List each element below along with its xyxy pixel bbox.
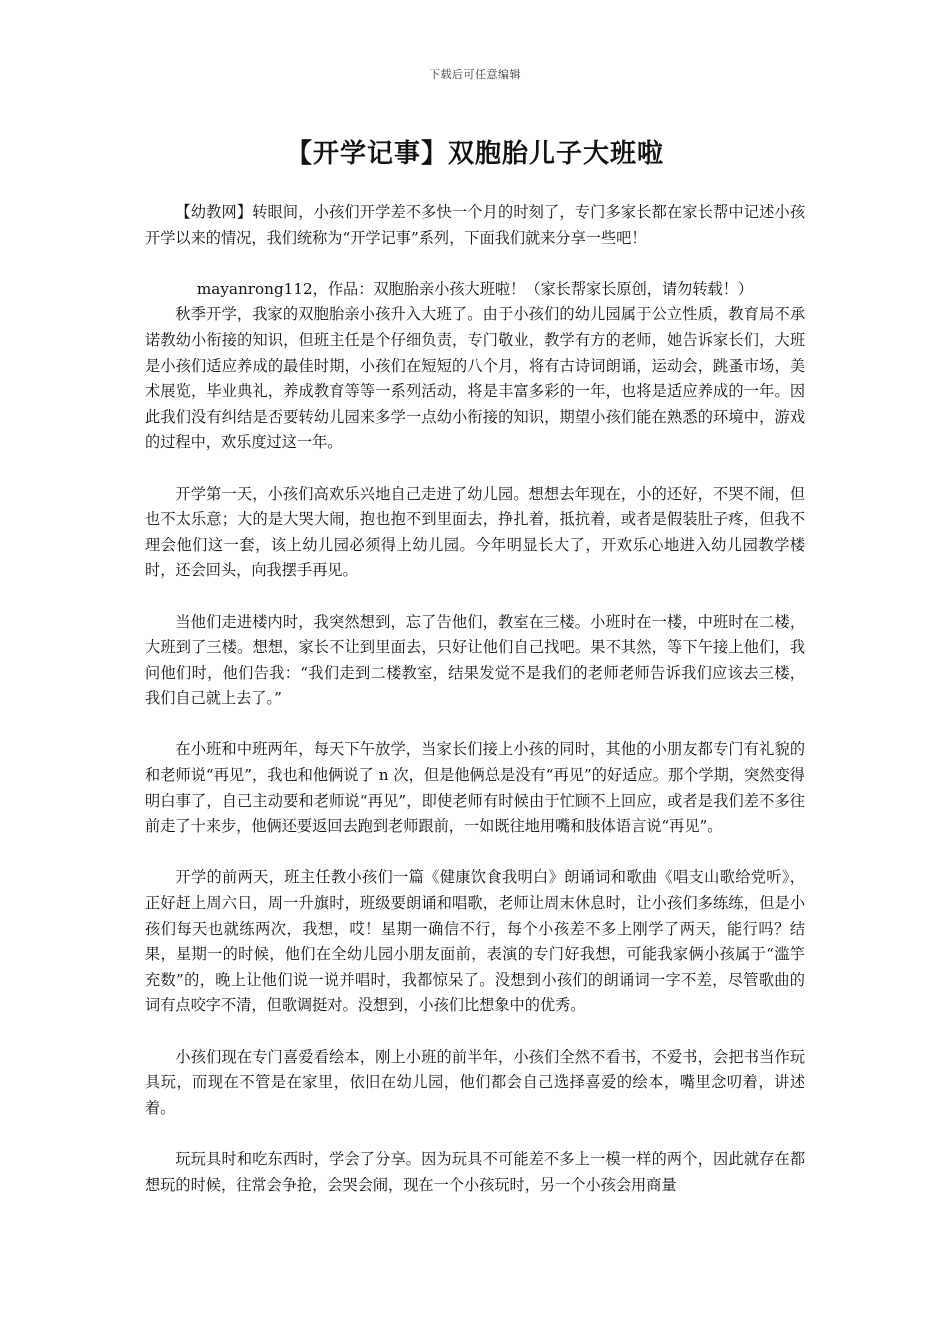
paragraph: 在小班和中班两年，每天下午放学，当家长们接上小孩的同时，其他的小朋友都专门有礼貌的和老师说“再见”，我也和他俩说了 n 次，但是他俩总是没有“再见”的好适应。那个学期，突然变得明白事了，自己主动要和老师说“再见”，即使老师有时候由于忙顾不上回应，或者是我们差不多往前走了十来步，他俩还要返回去跑到老师跟前，一如既往地用嘴和肢体语言说“再见”。 bbox=[145, 740, 805, 836]
paragraph: 开学的前两天，班主任教小孩们一篇《健康饮食我明白》朗诵词和歌曲《唱支山歌给党听》，正好赶上周六日，周一升旗时，班级要朗诵和唱歌，老师让周末休息时，让小孩们多练练，但是小孩们每天也就练两次，我想，哎！星期一确信不行，每个小孩差不多上刚学了两天，能行吗？结果，星期一的时候，他们在全幼儿园小朋友面前，表演的专门好我想，可能我家俩小孩属于“滥竽充数”的，晚上让他们说一说并唱时，我都惊呆了。没想到小孩们的朗诵词一字不差，尽管歌曲的词有点咬字不清，但歌调挺对。没想到，小孩们比想象中的优秀。 bbox=[145, 868, 805, 1015]
paragraph: 玩玩具时和吃东西时，学会了分享。因为玩具不可能差不多上一模一样的两个，因此就存在都想玩的时候，往常会争抢，会哭会闹，现在一个小孩玩时，另一个小孩会用商量 bbox=[145, 1149, 805, 1194]
paragraph: 开学第一天，小孩们高欢乐兴地自己走进了幼儿园。想想去年现在，小的还好，不哭不闹，但也不太乐意；大的是大哭大闹，抱也抱不到里面去，挣扎着，抵抗着，或者是假装肚子疼，但我不理会他们这一套，该上幼儿园必须得上幼儿园。今年明显长大了，开欢乐心地进入幼儿园教学楼时，还会回头，向我摆手再见。 bbox=[145, 484, 805, 580]
article-title: 【开学记事】双胞胎儿子大班啦 bbox=[285, 139, 664, 169]
paragraph: 秋季开学，我家的双胞胎亲小孩升入大班了。由于小孩们的幼儿园属于公立性质，教育局不承诺教幼小衔接的知识，但班主任是个仔细负责，专门敬业，教学有方的老师，她告诉家长们，大班是小孩们适应养成的最佳时期，小孩们在短短的八个月，将有古诗词朗诵，运动会，跳蚤市场，美术展览，毕业典礼，养成教育等等一系列活动，将是丰富多彩的一年，也将是适应养成的一年。因此我们没有纠结是否要转幼儿园来多学一点幼小衔接的知识，期望小孩们能在熟悉的环境中，游戏的过程中，欢乐度过这一年。 bbox=[145, 305, 805, 452]
article-body bbox=[145, 200, 805, 1224]
header-note: 下载后可任意编辑 bbox=[429, 68, 521, 81]
paragraph-intro: 【幼教网】转眼间，小孩们开学差不多快一个月的时刻了，专门多家长都在家长帮中记述小孩开学以来的情况，我们统称为“开学记事”系列，下面我们就来分享一些吧！ bbox=[145, 203, 805, 247]
paragraph: 当他们走进楼内时，我突然想到，忘了告他们，教室在三楼。小班时在一楼，中班时在二楼，大班到了三楼。想想，家长不让到里面去，只好让他们自己找吧。果不其然，等下午接上他们，我问他们时，他们告我：“我们走到二楼教室，结果发觉不是我们的老师老师告诉我们应该去三楼，我们自己就上去了。” bbox=[145, 612, 805, 708]
paragraph: 小孩们现在专门喜爱看绘本，刚上小班的前半年，小孩们全然不看书，不爱书，会把书当作玩具玩，而现在不管是在家里，依旧在幼儿园，他们都会自己选择喜爱的绘本，嘴里念叨着，讲述着。 bbox=[145, 1047, 805, 1117]
paragraph-byline: mayanrong112，作品：双胞胎亲小孩大班啦！（家长帮家长原创，请勿转载！） bbox=[196, 279, 754, 298]
